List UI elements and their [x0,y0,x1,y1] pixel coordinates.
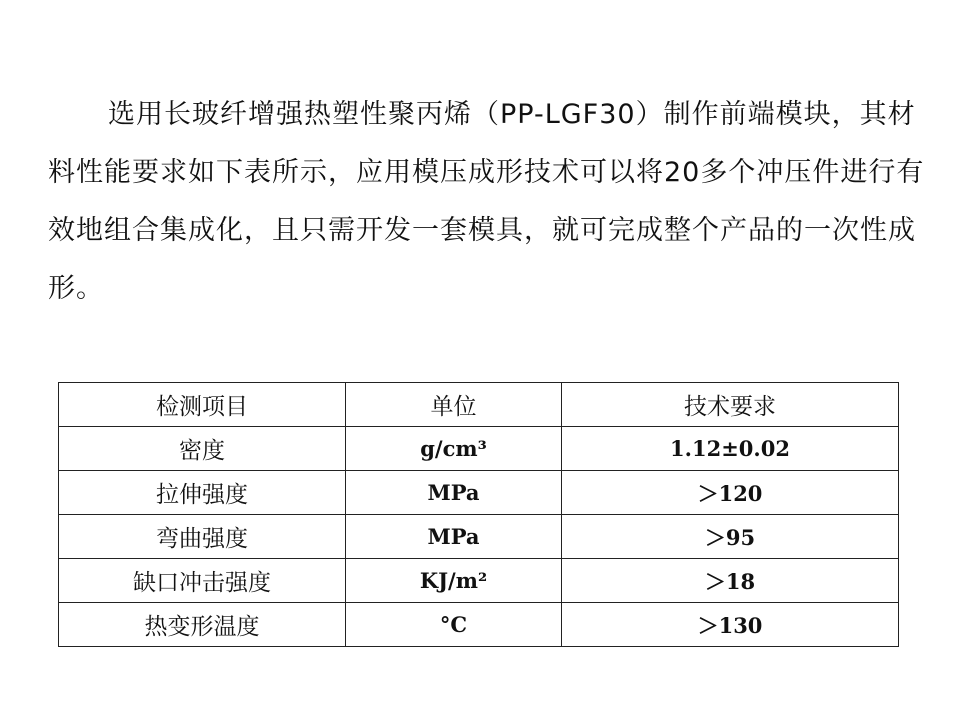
cell-unit: MPa [346,515,562,559]
cell-requirement: 1.12±0.02 [562,427,899,471]
intro-paragraph: 选用长玻纤增强热塑性聚丙烯（PP-LGF30）制作前端模块，其材料性能要求如下表所示，应用模压成形技术可以将20多个冲压件进行有效地组合集成化，且只需开发一套模具，就可完成整个产品的一次性成形。 [48,99,925,304]
cell-requirement: ＞95 [562,515,899,559]
table-row [59,471,899,515]
material-spec-table [58,382,899,647]
cell-item: 拉伸强度 [59,471,346,515]
cell-item: 缺口冲击强度 [59,559,346,603]
cell-item: 热变形温度 [59,603,346,647]
cell-requirement: ＞18 [562,559,899,603]
table-header-row [59,383,899,427]
cell-item: 弯曲强度 [59,515,346,559]
header-requirement: 技术要求 [562,383,899,427]
table-row [59,559,899,603]
cell-requirement: ＞130 [562,603,899,647]
cell-requirement: ＞120 [562,471,899,515]
cell-unit: MPa [346,471,562,515]
cell-item: 密度 [59,427,346,471]
cell-unit: KJ/m² [346,559,562,603]
cell-unit: °C [346,603,562,647]
cell-unit: g/cm³ [346,427,562,471]
table-row [59,515,899,559]
header-unit: 单位 [346,383,562,427]
table-row [59,603,899,647]
header-test-item: 检测项目 [59,383,346,427]
table-row [59,427,899,471]
